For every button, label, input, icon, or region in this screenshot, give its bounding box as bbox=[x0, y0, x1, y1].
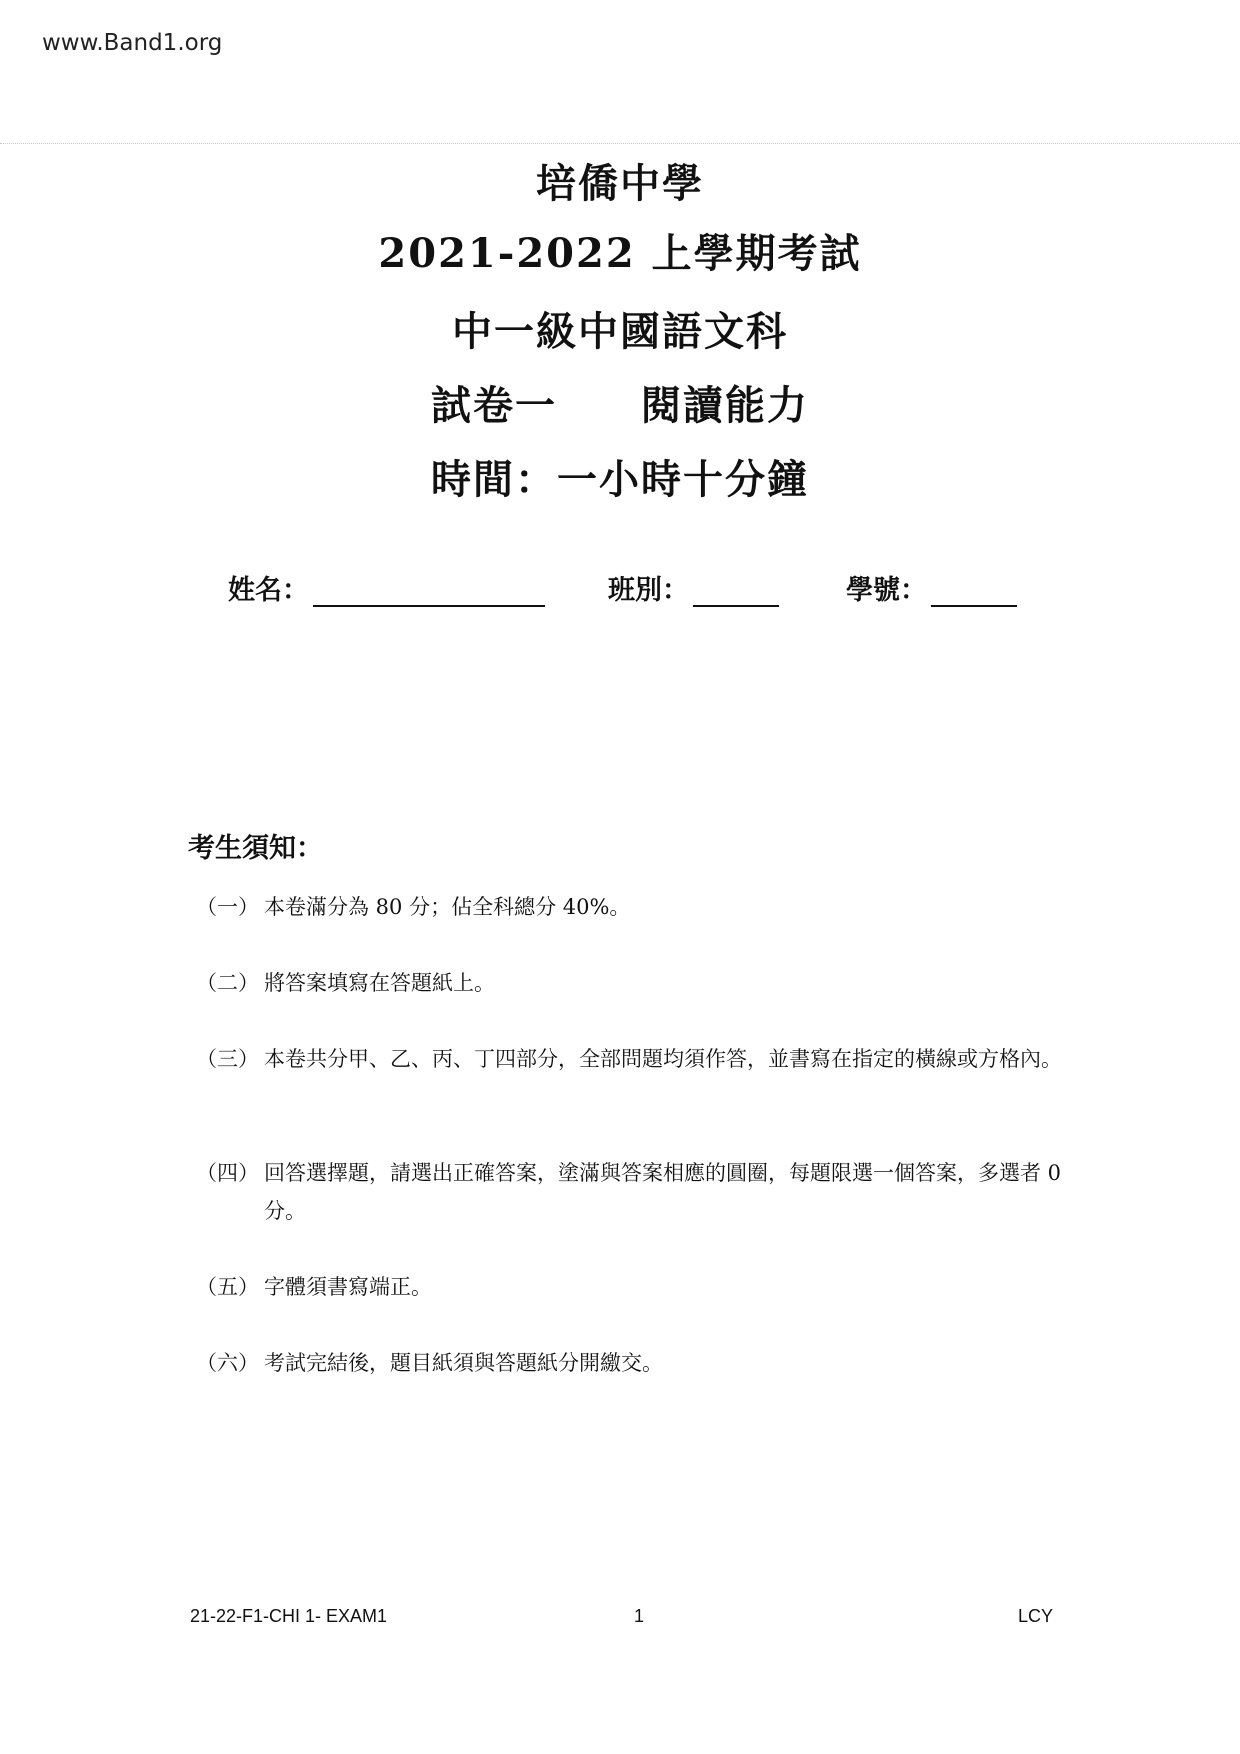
exam-duration: 時間：一小時十分鐘 bbox=[431, 456, 809, 503]
notice-text: 本卷共分甲、乙、丙、丁四部分，全部問題均須作答，並書寫在指定的橫線或方格內。 bbox=[264, 1047, 1062, 1071]
footer-page-number: 1 bbox=[634, 1606, 645, 1626]
student-number-label: 學號： bbox=[846, 575, 927, 606]
student-number-blank-line[interactable] bbox=[931, 575, 1017, 607]
name-field[interactable] bbox=[228, 568, 545, 607]
footer-initials: LCY bbox=[1018, 1606, 1054, 1626]
class-blank-line[interactable] bbox=[693, 575, 779, 607]
notice-number: （五） bbox=[196, 1275, 259, 1299]
notice-text: 字體須書寫端正。 bbox=[264, 1275, 432, 1299]
notice-text: 回答選擇題，請選出正確答案，塗滿與答案相應的圓圈，每題限選一個答案，多選者 0 分。 bbox=[264, 1161, 1062, 1223]
school-name: 培僑中學 bbox=[536, 160, 704, 207]
watermark-url: www.Band1.org bbox=[42, 30, 223, 56]
paper-name: 閱讀能力 bbox=[641, 382, 809, 429]
notice-number: （二） bbox=[196, 971, 259, 995]
class-field[interactable] bbox=[608, 568, 779, 607]
notice-item bbox=[196, 1040, 1076, 1078]
exam-title: 2021-2022 上學期考試 bbox=[378, 230, 862, 277]
footer-paper-code: 21-22-F1-CHI 1- EXAM1 bbox=[190, 1606, 388, 1626]
notice-text: 本卷滿分為 80 分；佔全科總分 40%。 bbox=[264, 895, 631, 919]
notice-text: 考試完結後，題目紙須與答題紙分開繳交。 bbox=[264, 1351, 663, 1375]
student-number-field[interactable] bbox=[846, 568, 1017, 607]
notice-number: （四） bbox=[196, 1161, 259, 1185]
notice-number: （三） bbox=[196, 1047, 259, 1071]
notice-item bbox=[196, 964, 1076, 1002]
subject-title: 中一級中國語文科 bbox=[452, 308, 788, 355]
name-blank-line[interactable] bbox=[313, 575, 545, 607]
class-label: 班別： bbox=[608, 575, 689, 606]
notice-number: （六） bbox=[196, 1351, 259, 1375]
notice-heading: 考生須知： bbox=[188, 833, 323, 864]
notice-item bbox=[196, 1154, 1076, 1230]
notice-text: 將答案填寫在答題紙上。 bbox=[264, 971, 495, 995]
notice-item bbox=[196, 888, 1076, 926]
notice-item bbox=[196, 1344, 1076, 1382]
name-label: 姓名： bbox=[228, 575, 309, 606]
notice-number: （一） bbox=[196, 895, 259, 919]
notice-item bbox=[196, 1268, 1076, 1306]
paper-title bbox=[0, 374, 1240, 431]
scan-edge-line bbox=[0, 143, 1240, 144]
paper-number: 試卷一 bbox=[431, 382, 557, 429]
